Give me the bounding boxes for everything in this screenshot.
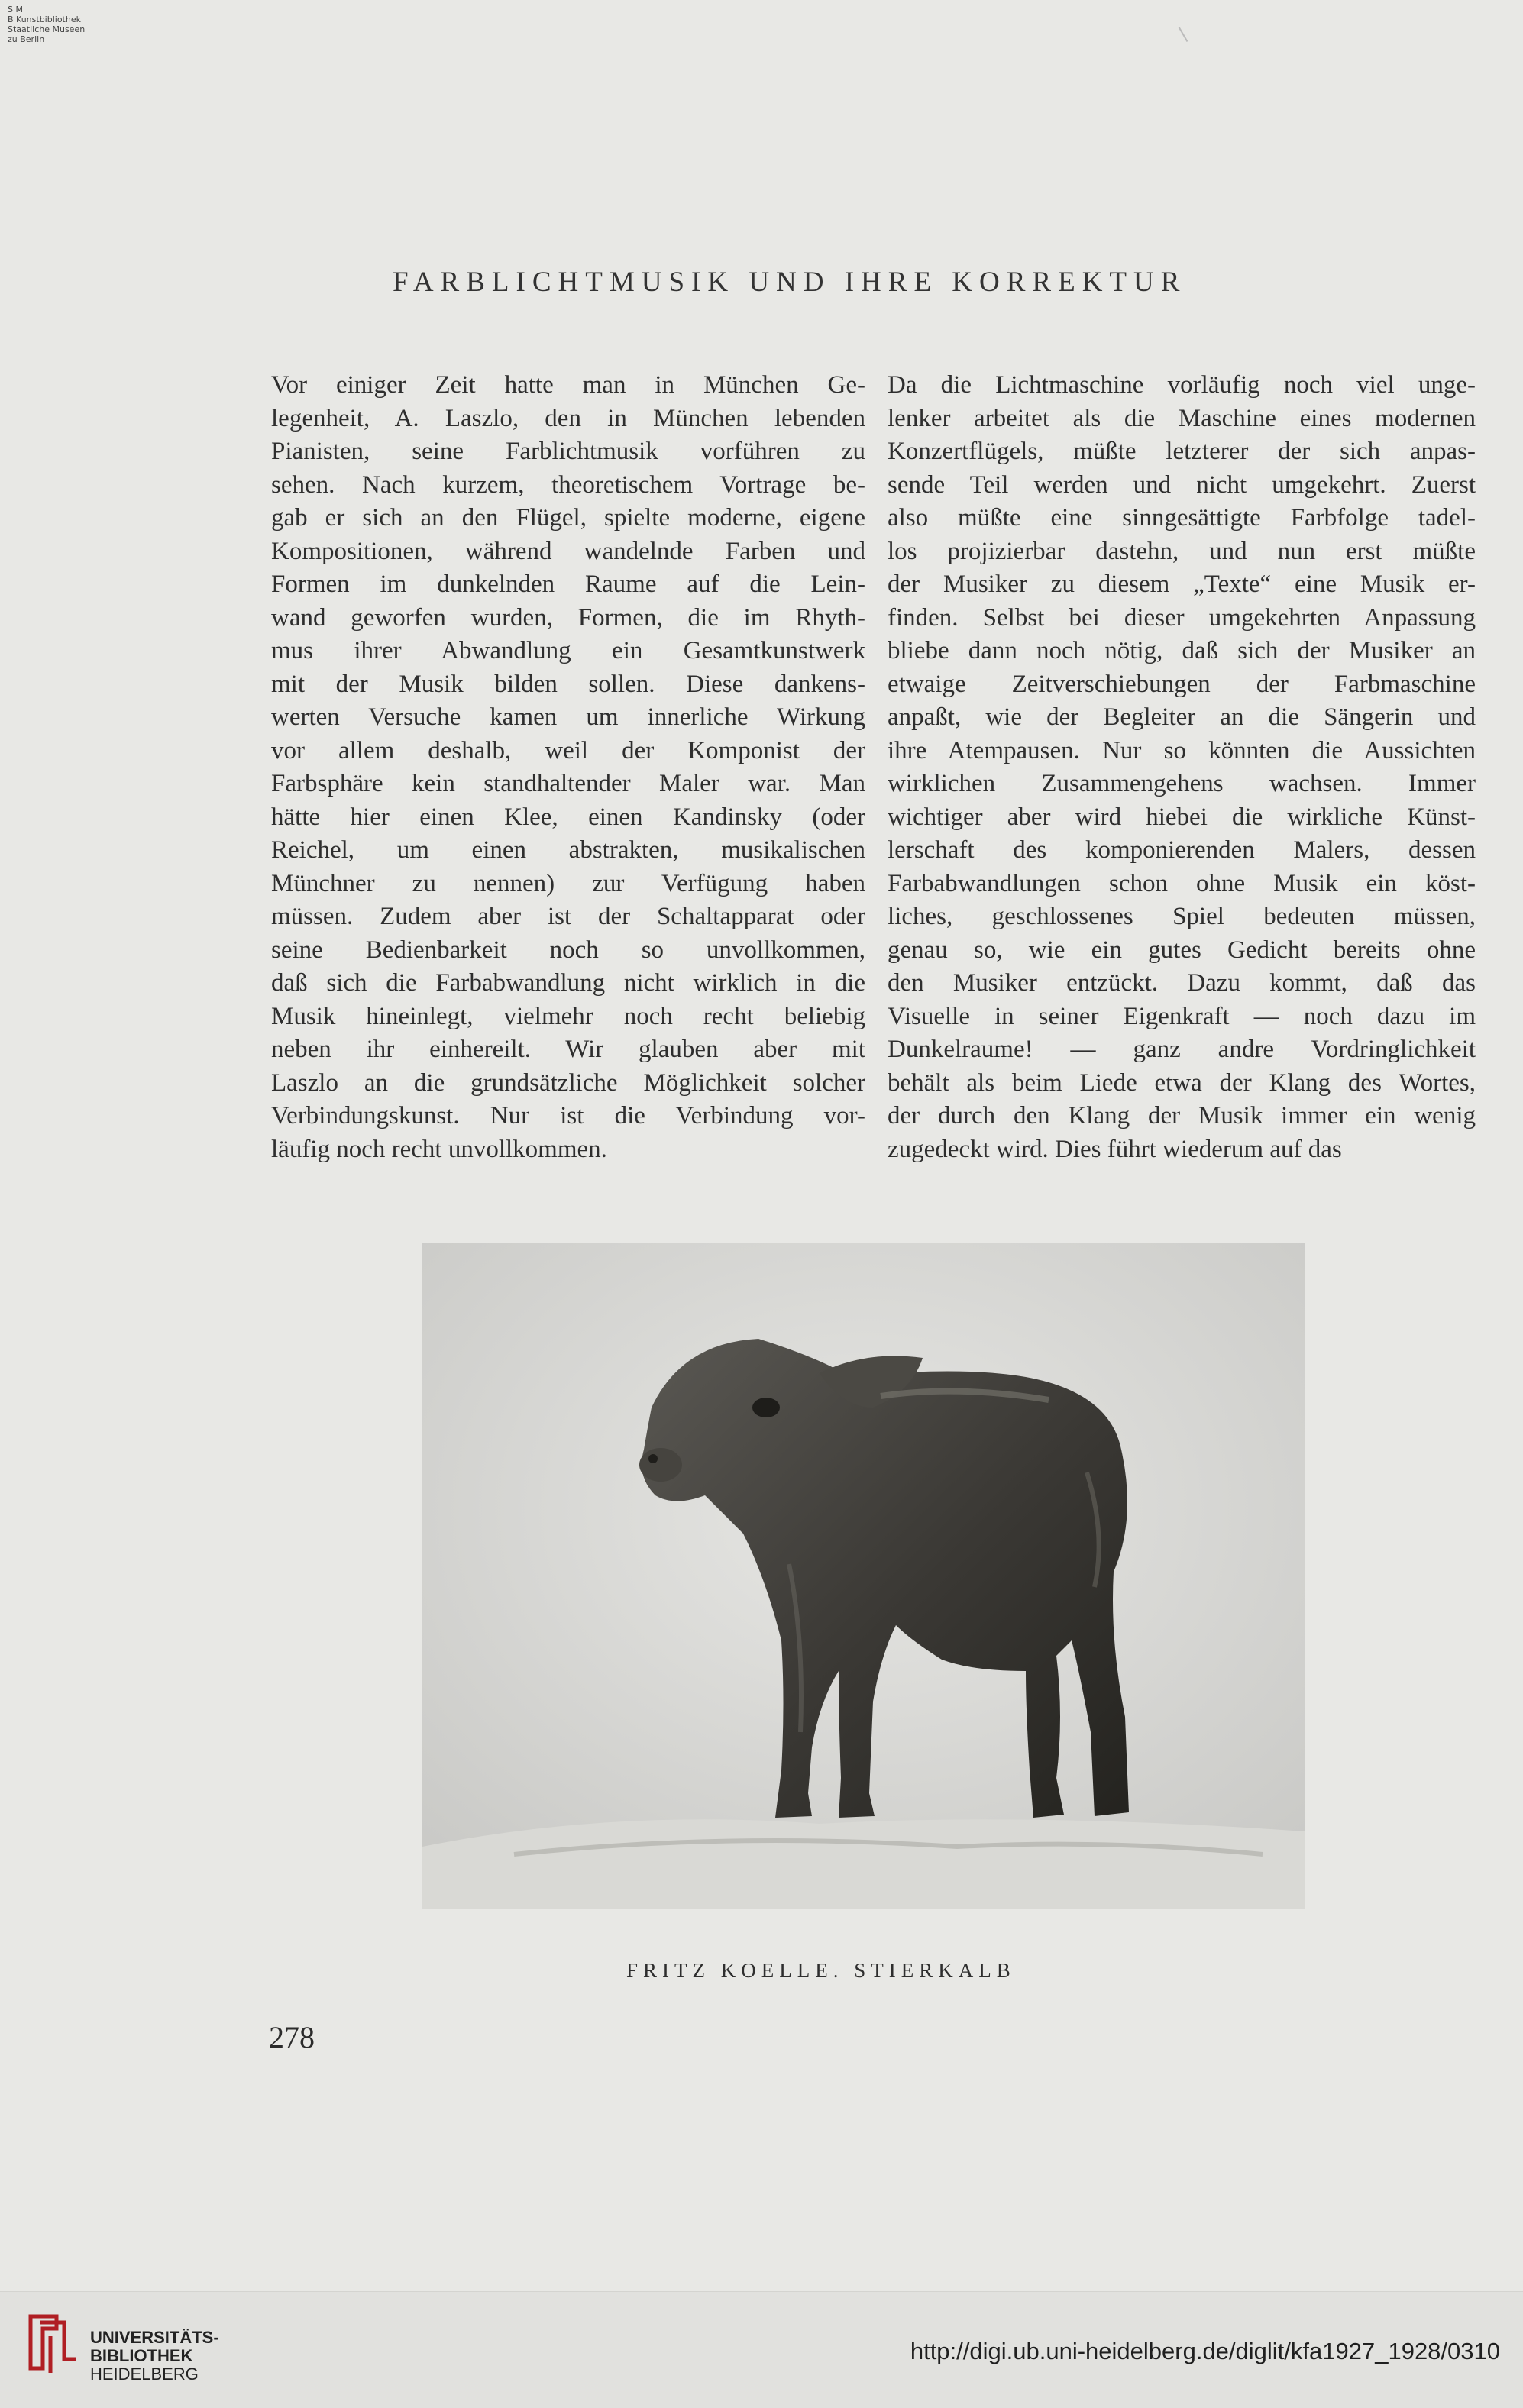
- footer-bar: [0, 2291, 1523, 2408]
- text-line: Formen im dunkelnden Raume auf die Lein-: [271, 570, 865, 598]
- article-title: FARBLICHTMUSIK UND IHRE KORREKTUR: [393, 267, 1187, 298]
- stamp-line: Staatliche Museen: [8, 24, 86, 34]
- text-line: werten Versuche kamen um innerliche Wirkung: [271, 703, 865, 731]
- text-line: genau so, wie ein gutes Gedicht bereits ohne: [888, 936, 1476, 964]
- text-line: neben ihr einhereilt. Wir glauben aber mit: [271, 1036, 865, 1063]
- text-line: Reichel, um einen abstrakten, musikalischen: [271, 836, 865, 864]
- text-line: behält als beim Liede etwa der Klang des Wortes,: [888, 1068, 1476, 1097]
- library-name-line: BIBLIOTHEK: [90, 2346, 193, 2365]
- text-line: sehen. Nach kurzem, theoretischem Vortrage be-: [271, 470, 865, 499]
- stamp-line: zu Berlin: [8, 34, 45, 44]
- page-number: 278: [269, 2020, 315, 2054]
- text-line: ihre Atempausen. Nur so könnten die Aussichten: [888, 736, 1476, 764]
- text-line: mus ihrer Abwandlung ein Gesamtkunstwerk: [271, 637, 865, 664]
- permalink-url[interactable]: http://digi.ub.uni-heidelberg.de/diglit/kfa1927_1928/0310: [910, 2338, 1500, 2364]
- right-text-column: [888, 369, 1476, 1166]
- text-line: lenker arbeitet als die Maschine eines modernen: [888, 404, 1476, 432]
- text-line: der Musiker zu diesem „Texte“ eine Musik er-: [888, 570, 1476, 598]
- text-line: müssen. Zudem aber ist der Schaltapparat oder: [271, 903, 865, 930]
- text-line: Farbabwandlungen schon ohne Musik ein köst-: [888, 869, 1476, 897]
- text-line: Kompositionen, während wandelnde Farben und: [271, 537, 865, 565]
- university-library-logo-icon: [17, 2306, 90, 2379]
- left-text-column: [271, 369, 865, 1166]
- text-line: Verbindungskunst. Nur ist die Verbindung vor-: [271, 1102, 865, 1130]
- text-line: Pianisten, seine Farblichtmusik vorführen zu: [271, 438, 865, 465]
- text-line: legenheit, A. Laszlo, den in München lebenden: [271, 404, 865, 432]
- stamp-line: S M: [8, 5, 23, 15]
- text-line: anpaßt, wie der Begleiter an die Sängerin und: [888, 703, 1476, 731]
- text-line: Dunkelraume! — ganz andre Vordringlichkeit: [888, 1036, 1476, 1063]
- text-line: bliebe dann noch nötig, daß sich der Musiker an: [888, 637, 1476, 664]
- text-line: zugedeckt wird. Dies führt wiederum auf das: [888, 1135, 1342, 1163]
- text-line: wichtiger aber wird hiebei die wirkliche Künst-: [888, 803, 1476, 831]
- text-line: Konzertflügels, müßte letzterer der sich anpas-: [888, 438, 1476, 465]
- text-line: Farbsphäre kein standhaltender Maler war. Man: [271, 770, 865, 797]
- text-line: also müßte eine sinngesättigte Farbfolge tadel-: [888, 504, 1476, 532]
- text-line: lerschaft des komponierenden Malers, dessen: [888, 836, 1476, 864]
- text-line: der durch den Klang der Musik immer ein wenig: [888, 1102, 1476, 1130]
- text-line: Da die Lichtmaschine vorläufig noch viel unge-: [888, 371, 1476, 399]
- text-line: Münchner zu nennen) zur Verfügung haben: [271, 869, 865, 897]
- text-line: hätte hier einen Klee, einen Kandinsky (oder: [271, 803, 865, 831]
- calf-sculpture-image: [422, 1243, 1305, 1909]
- text-line: finden. Selbst bei dieser umgekehrten Anpassung: [888, 603, 1476, 632]
- text-line: vor allem deshalb, weil der Komponist der: [271, 736, 865, 764]
- text-line: liches, geschlossenes Spiel bedeuten müssen,: [888, 903, 1476, 930]
- text-line: daß sich die Farbabwandlung nicht wirklich in die: [271, 969, 865, 997]
- text-line: gab er sich an den Flügel, spielte moderne, eigene: [271, 504, 865, 532]
- library-stamp: [8, 5, 85, 44]
- sculpture-photo: [422, 1243, 1305, 1909]
- text-line: läufig noch recht unvollkommen.: [271, 1135, 607, 1163]
- text-line: Vor einiger Zeit hatte man in München Ge-: [271, 371, 865, 399]
- text-line: mit der Musik bilden sollen. Diese dankens-: [271, 670, 865, 698]
- text-line: wirklichen Zusammengehens wachsen. Immer: [888, 770, 1476, 797]
- stamp-line: B Kunstbibliothek: [8, 15, 81, 24]
- text-line: Laszlo an die grundsätzliche Möglichkeit solcher: [271, 1068, 865, 1097]
- scan-mark: [1179, 27, 1188, 42]
- text-line: Musik hineinlegt, vielmehr noch recht beliebig: [271, 1002, 865, 1030]
- text-line: Visuelle in seiner Eigenkraft — noch dazu im: [888, 1002, 1476, 1030]
- text-line: sende Teil werden und nicht umgekehrt. Zuerst: [888, 470, 1476, 499]
- figure-caption: FRITZ KOELLE. STIERKALB: [626, 1959, 1016, 1982]
- text-line: etwaige Zeitverschiebungen der Farbmaschine: [888, 670, 1476, 698]
- library-name: [90, 2329, 219, 2384]
- library-name-line: HEIDELBERG: [90, 2364, 199, 2384]
- text-line: wand geworfen wurden, Formen, die im Rhyth-: [271, 603, 865, 632]
- text-line: los projizierbar dastehn, und nun erst müßte: [888, 537, 1476, 565]
- library-name-line: UNIVERSITÄTS-: [90, 2328, 219, 2347]
- text-line: seine Bedienbarkeit noch so unvollkommen,: [271, 936, 865, 964]
- text-line: den Musiker entzückt. Dazu kommt, daß das: [888, 969, 1476, 997]
